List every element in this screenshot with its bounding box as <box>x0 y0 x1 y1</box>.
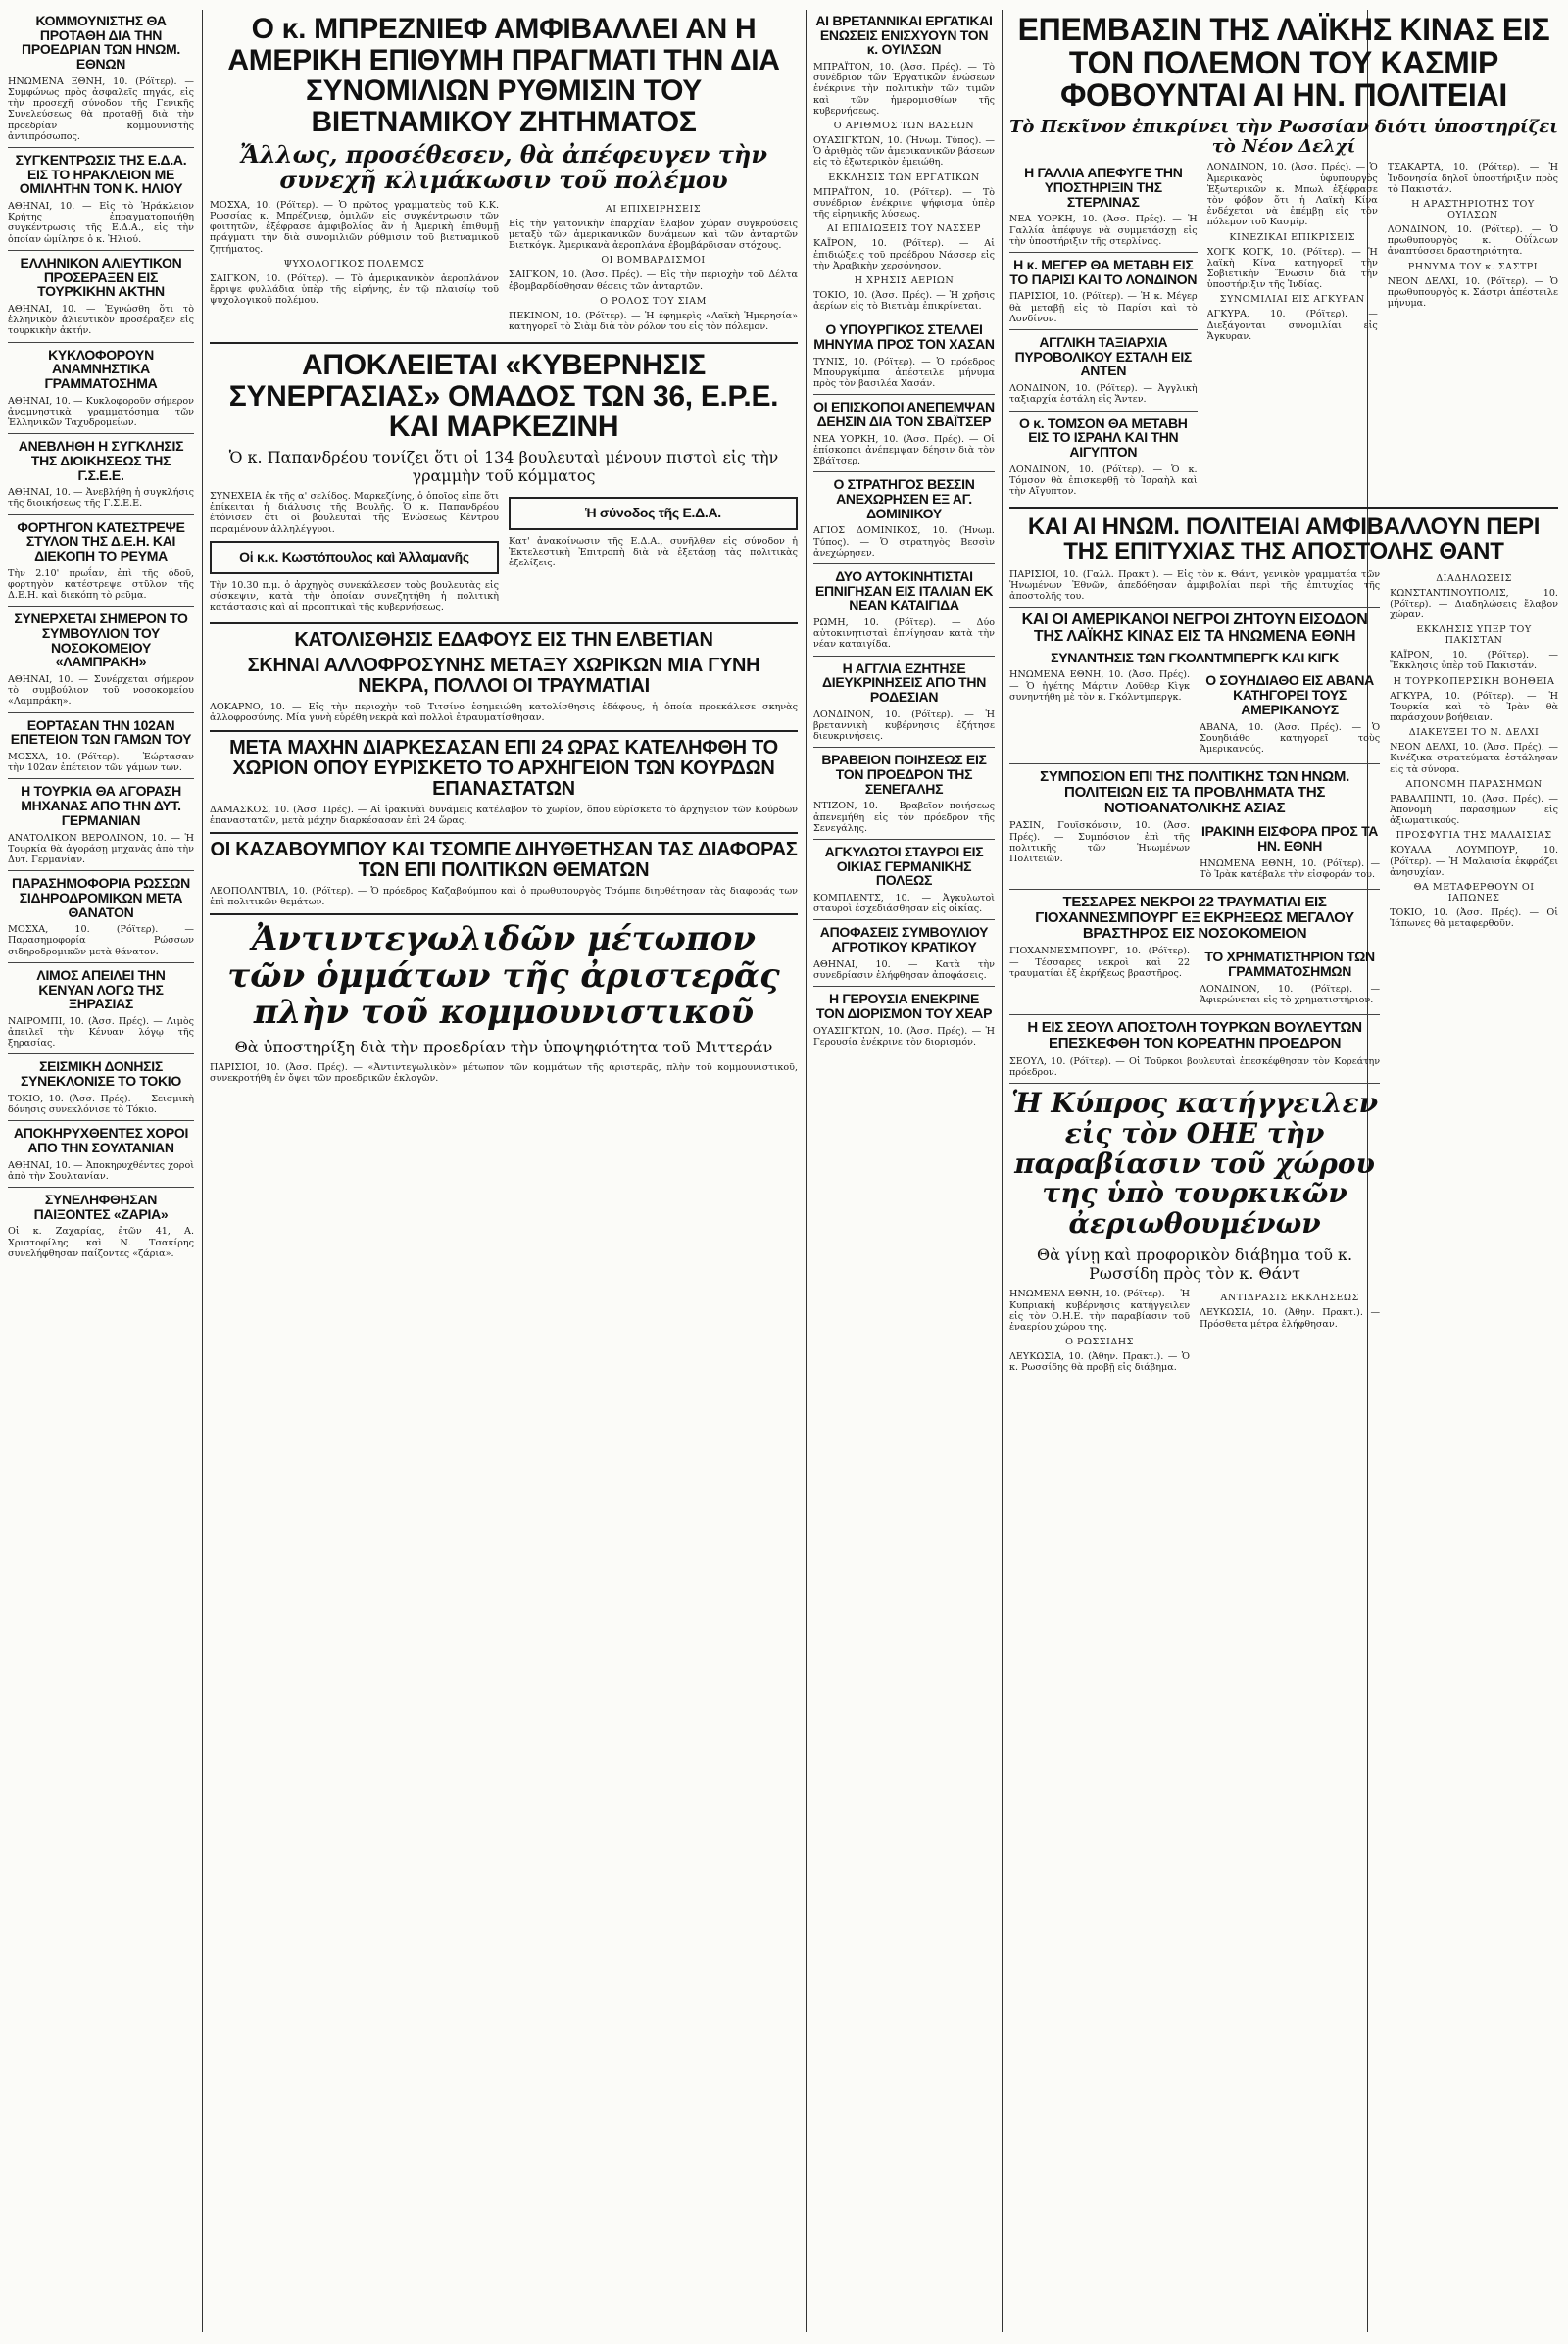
headline: Η ΓΑΛΛΙΑ ΑΠΕΦΥΓΕ ΤΗΝ ΥΠΟΣΤΗΡΙΞΙΝ ΤΗΣ ΣΤΕΡΛΙΝΑΣ <box>1024 165 1183 210</box>
mitterrand-headline: Ἀντιντεγωλιδῶν μέτωπον τῶν ὁμμάτων τῆς ἀριστερᾶς πλὴν τοῦ κομμουνιστικοῦ <box>227 919 780 1033</box>
section-heading: Ο ΑΡΙΘΜΟΣ ΤΩΝ ΒΑΣΕΩΝ <box>833 121 975 132</box>
column-rule <box>1002 10 1003 2332</box>
section-heading: Ο ΡΟΛΟΣ ΤΟΥ ΣΙΑΜ <box>600 295 707 307</box>
article-text: ΑΓΙΟΣ ΔΟΜΙΝΙΚΟΣ, 10. (Ἠνωμ. Τύπος). — Ὁ στρατηγὸς Βεσσὶν ἀνεχώρησεν. <box>813 525 995 559</box>
coalition-body <box>210 491 798 616</box>
article-text: ΗΝΩΜΕΝΑ ΕΘΝΗ, 10. (Ρόϊτερ). — Συμφώνως πρὸς ἀσφαλεῖς πηγάς, εἰς τὴν προσεχῆ σύνοδον τῆς Γενικῆς Συνελεύσεως θὰ προταθῇ διὰ τὴν προεδρίαν κομμουνιστὴς ἀντιπρόσωπος. <box>8 75 194 142</box>
article-text: ΑΒΑΝΑ, 10. (Ἀσσ. Πρές). — Ὁ Σουηδιάθο κατηγορεῖ τοὺς Ἀμερικανούς. <box>1200 721 1381 755</box>
article-text: ΣΑΙΓΚΟΝ, 10. (Ἀσσ. Πρές). — Εἰς τὴν περιοχὴν τοῦ Δέλτα ἐβομβαρδίσθησαν θέσεις τῶν ἀνταρτῶν. <box>509 269 798 292</box>
headline: Η ΓΕΡΟΥΣΙΑ ΕΝΕΚΡΙΝΕ ΤΟΝ ΔΙΟΡΙΣΜΟΝ ΤΟΥ ΧΕΑΡ <box>815 991 993 1021</box>
headline: ΚΥΚΛΟΦΟΡΟΥΝ ΑΝΑΜΝΗΣΤΙΚΑ ΓΡΑΜΜΑΤΟΣΗΜΑ <box>44 346 158 391</box>
headline: ΕΟΡΤΑΣΑΝ ΤΗΝ 102ΑΝ ΕΠΕΤΕΙΟΝ ΤΩΝ ΓΑΜΩΝ ΤΟΥ <box>10 716 192 748</box>
headline: Η ΑΓΓΛΙΑ ΕΖΗΤΗΣΕ ΔΙΕΥΚΡΙΝΗΣΕΙΣ ΑΠΟ ΤΗΝ ΡΟΔΕΣΙΑΝ <box>821 659 987 705</box>
section-heading: ΑΙ ΕΠΙΧΕΙΡΗΣΕΙΣ <box>605 203 702 215</box>
headline: ΕΛΛΗΝΙΚΟΝ ΑΛΙΕΥΤΙΚΟΝ ΠΡΟΣΕΡΑΞΕΝ ΕΙΣ ΤΟΥΡΚΙΚΗΝ ΑΚΤΗΝ <box>20 254 182 300</box>
section-heading: ΔΙΑΔΗΛΩΣΕΙΣ <box>1436 572 1512 584</box>
article-text: ΣΥΝΕΧΕΙΑ ἐκ τῆς α' σελίδος. Μαρκεζίνης, ὁ ὁποῖος εἶπε ὅτι ἐπίκειται ἡ διάλυσις τῆς Βουλῆς. Ὁ κ. Παπανδρέου ἐτόνισεν ὅτι οἱ βουλευταὶ τῆς Ἑνώσεως Κέντρου παραμένουν ἀλληλέγγυοι. <box>210 491 499 535</box>
section-heading: Η ΧΡΗΣΙΣ ΑΕΡΙΩΝ <box>854 274 955 286</box>
article-text: ΛΕΥΚΩΣΙΑ, 10. (Ἀθην. Πρακτ.). — Πρόσθετα μέτρα ἐλήφθησαν. <box>1200 1307 1381 1330</box>
article-text: ΝΕΑ ΥΟΡΚΗ, 10. (Ἀσσ. Πρές). — Οἱ ἐπίσκοποι ἀνέπεμψαν δέησιν διὰ τὸν Σβάϊτσερ. <box>813 433 995 467</box>
section-heading: ΑΠΟΝΟΜΗ ΠΑΡΑΣΗΜΩΝ <box>1405 778 1543 790</box>
coalition-lede: Ὁ κ. Παπανδρέου τονίζει ὅτι οἱ 134 βουλευταὶ μένουν πιστοὶ εἰς τὴν γραμμὴν τοῦ κόμματος <box>228 447 779 485</box>
article-text: ΛΟΚΑΡΝΟ, 10. — Εἰς τὴν περιοχὴν τοῦ Τιτσίνο ἐσημειώθη κατολίσθησις ἐδάφους, ἡ ὁποία προεκάλεσε σκηνὰς ἀλλοφροσύνης. Μία γυνὴ εὑρέθη νεκρὰ καὶ πολλοὶ ἐτραυματίσθησαν. <box>210 702 798 724</box>
article-text: ΑΘΗΝΑΙ, 10. — Ἀνεβλήθη ἡ συγκλήσις τῆς διοικήσεως τῆς Γ.Σ.Ε.Ε. <box>8 487 194 510</box>
article-text: ΛΟΝΔΙΝΟΝ, 10. (Ρόϊτερ). — Ἡ βρεταννικὴ κυβέρνησις ἐζήτησε διευκρινήσεις. <box>813 708 995 743</box>
article-text: ΛΕΥΚΩΣΙΑ, 10. (Ἀθην. Πρακτ.). — Ὁ κ. Ρωσσίδης θὰ προβῇ εἰς διάβημα. <box>1009 1351 1191 1374</box>
article-text: ΠΑΡΙΣΙΟΙ, 10. (Ρόϊτερ). — Ἡ κ. Μέγερ θὰ μεταβῇ εἰς τὸ Παρίσι καὶ τὸ Λονδίνον. <box>1009 291 1198 324</box>
article-text: ΜΟΣΧΑ, 10. (Ρόϊτερ). — Παρασημοφορία Ρώσσων σιδηροδρομικῶν μετὰ θάνατον. <box>8 924 194 957</box>
article-text: ΑΘΗΝΑΙ, 10. — Ἀποκηρυχθέντες χοροὶ ἀπὸ τὴν Σουλτανίαν. <box>8 1159 194 1182</box>
headline: ΣΚΗΝΑΙ ΑΛΛΟΦΡΟΣΥΝΗΣ ΜΕΤΑΞΥ ΧΩΡΙΚΩΝ ΜΙΑ ΓΥΝΗ ΝΕΚΡΑ, ΠΟΛΛΟΙ ΟΙ ΤΡΑΥΜΑΤΙΑΙ <box>247 655 760 698</box>
china-headline: ΕΠΕΜΒΑΣΙΝ ΤΗΣ ΛΑΪΚΗΣ ΚΙΝΑΣ ΕΙΣ ΤΟΝ ΠΟΛΕΜΟΝ ΤΟΥ ΚΑΣΜΙΡ ΦΟΒΟΥΝΤΑΙ ΑΙ ΗΝ. ΠΟΛΙΤΕΙΑΙ <box>1017 12 1550 114</box>
headline: ΙΡΑΚΙΝΗ ΕΙΣΦΟΡΑ ΠΡΟΣ ΤΑ ΗΝ. ΕΘΝΗ <box>1201 823 1379 855</box>
headline: ΑΓΓΛΙΚΗ ΤΑΞΙΑΡΧΙΑ ΠΥΡΟΒΟΛΙΚΟΥ ΕΣΤΑΛΗ ΕΙΣ ΑΝΤΕΝ <box>1014 334 1193 379</box>
inset-title: Ἡ σύνοδος τῆς Ε.Δ.Α. <box>585 505 721 521</box>
cyprus-headline: Ἡ Κύπρος κατήγγειλεν εἰς τὸν ΟΗΕ τὴν παραβίασιν τοῦ χώρου της ὑπὸ τουρκικῶν ἀεριωθουμένων <box>1011 1087 1379 1241</box>
headline: ΒΡΑΒΕΙΟΝ ΠΟΙΗΣΕΩΣ ΕΙΣ ΤΟΝ ΠΡΟΕΔΡΟΝ ΤΗΣ ΣΕΝΕΓΑΛΗΣ <box>821 752 987 797</box>
section-heading: ΚΙΝΕΖΙΚΑΙ ΕΠΙΚΡΙΣΕΙΣ <box>1229 231 1356 243</box>
headline: Η κ. ΜΕΓΕΡ ΘΑ ΜΕΤΑΒΗ ΕΙΣ ΤΟ ΠΑΡΙΣΙ ΚΑΙ ΤΟ ΛΟΝΔΙΝΟΝ <box>1009 257 1198 287</box>
section-heading: ΣΥΝΟΜΙΛΙΑΙ ΕΙΣ ΑΓΚΥΡΑΝ <box>1219 294 1365 306</box>
article-text: ΛΟΝΔΙΝΟΝ, 10. (Ρόϊτερ). — Ὁ πρωθυπουργὸς κ. Οὐΐλσων ἀναπτύσσει δραστηριότητα. <box>1387 223 1558 258</box>
column-rule <box>202 10 203 2332</box>
article-text: ΑΘΗΝΑΙ, 10. — Εἰς τὸ Ἡράκλειον Κρήτης ἐπραγματοποιήθη συγκέντρωσις τῆς Ε.Δ.Α., εἰς τὴν ὁποίαν ὡμίλησε ὁ κ. Ἠλιού. <box>8 201 194 245</box>
lead-body <box>210 200 798 336</box>
article-text: ΛΟΝΔΙΝΟΝ, 10. (Ρόϊτερ). — Ἀγγλικὴ ταξιαρχία ἐστάλη εἰς Ἄντεν. <box>1009 383 1198 406</box>
article-text: ΤΟΚΙΟ, 10. (Ἀσσ. Πρές). — Ἡ χρῆσις ἀερίων εἰς τὸ Βιετνὰμ ἐπικρίνεται. <box>813 289 995 313</box>
article-text: ΝΕΟΝ ΔΕΛΧΙ, 10. (Ρόϊτερ). — Ὁ πρωθυπουργὸς κ. Σάστρι ἀπέστειλε μήνυμα. <box>1387 275 1558 309</box>
section-heading: ΡΗΝΥΜΑ ΤΟΥ κ. ΣΑΣΤΡΙ <box>1407 261 1538 272</box>
column-center-left <box>210 10 798 2332</box>
article-text: ΠΑΡΙΣΙΟΙ, 10. (Γαλλ. Πρακτ.). — Εἰς τὸν κ. Θάντ, γενικὸν γραμματέα τῶν Ἡνωμένων Ἐθνῶν, ἀπεδόθησαν ἀμφιβολίαι περὶ τῆς ἐπιτυχίας τῆς ἀποστολῆς του. <box>1009 568 1381 602</box>
section-heading: Ο ΡΩΣΣΙΔΗΣ <box>1065 1337 1134 1348</box>
headline: ΔΥΟ ΑΥΤΟΚΙΝΗΤΙΣΤΑΙ ΕΠΝΙΓΗΣΑΝ ΕΙΣ ΙΤΑΛΙΑΝ ΕΚ ΝΕΑΝ ΚΑΤΑΙΓΙΔΑ <box>814 567 994 613</box>
headline: ΣΥΜΠΟΣΙΟΝ ΕΠΙ ΤΗΣ ΠΟΛΙΤΙΚΗΣ ΤΩΝ ΗΝΩΜ. ΠΟΛΙΤΕΙΩΝ ΕΙΣ ΤΑ ΠΡΟΒΛΗΜΑΤΑ ΤΗΣ ΝΟΤΙΟΑΝΑΤΟΛΙΚΗΣ ΑΣΙΑΣ <box>1040 768 1349 816</box>
article-text: ΟΥΑΣΙΓΚΤΩΝ, 10. (Ἀσσ. Πρές). — Ἡ Γερουσία ἐνέκρινε τὸν διορισμόν. <box>813 1025 995 1048</box>
article-text: ΝΕΟΝ ΔΕΛΧΙ, 10. (Ἀσσ. Πρές). — Κινέζικα στρατεύματα ἐστάλησαν εἰς τὰ σύνορα. <box>1390 742 1558 775</box>
headline: ΚΑΤΟΛΙΣΘΗΣΙΣ ΕΔΑΦΟΥΣ ΕΙΣ ΤΗΝ ΕΛΒΕΤΙΑΝ <box>294 629 713 652</box>
headline: ΣΥΝΑΝΤΗΣΙΣ ΤΩΝ ΓΚΟΛΝΤΜΠΕΡΓΚ ΚΑΙ ΚΙΓΚ <box>1051 649 1339 665</box>
section-heading: ΨΥΧΟΛΟΓΙΚΟΣ ΠΟΛΕΜΟΣ <box>283 258 425 269</box>
china-body <box>1009 162 1558 501</box>
inset-box <box>509 497 798 530</box>
headline: Ο ΥΠΟΥΡΓΙΚΟΣ ΣΤΕΛΛΕΙ ΜΗΝΥΜΑ ΠΡΟΣ ΤΟΝ ΧΑΣΑΝ <box>813 321 995 352</box>
article-text: ΜΟΣΧΑ, 10. (Ρόϊτερ). — Ὁ πρῶτος γραμματεὺς τοῦ Κ.Κ. Ρωσσίας κ. Μπρέζνιεφ, ὁμιλῶν εἰς συγκέντρωσιν τῶν φοιτητῶν, ἐξέφρασε ἀμφιβολίας ἂν ἡ Ἀμερικὴ ἐπιθυμῇ πράγματι τὴν διὰ συνομιλιῶν ρύθμισιν τοῦ βιετναμικοῦ ζητήματος. <box>210 199 499 255</box>
article-text: ΤΣΑΚΑΡΤΑ, 10. (Ρόϊτερ). — Ἡ Ἰνδονησία δηλοῖ ὑποστήριξιν πρὸς τὸ Πακιστάν. <box>1387 162 1558 195</box>
article-text: ΑΓΚΥΡΑ, 10. (Ρόϊτερ). — Ἡ Τουρκία καὶ τὸ Ἰρὰν θὰ παράσχουν βοήθειαν. <box>1390 690 1558 723</box>
lead-subheadline: Ἄλλως, προσέθεσεν, θὰ ἀπέφευγεν τὴν συνεχῆ κλιμάκωσιν τοῦ πολέμου <box>240 140 767 195</box>
headline: ΣΥΓΚΕΝΤΡΩΣΙΣ ΤΗΣ Ε.Δ.Α. ΕΙΣ ΤΟ ΗΡΑΚΛΕΙΟΝ ΜΕ ΟΜΙΛΗΤΗΝ ΤΟΝ Κ. ΗΛΙΟΥ <box>15 151 187 197</box>
article-text: ΚΟΜΠΛΕΝΤΣ, 10. — Ἀγκυλωτοὶ σταυροὶ ἐσχεδιάσθησαν εἰς οἰκίας. <box>813 893 995 915</box>
article-text: ΚΑΪΡΟΝ, 10. (Ρόϊτερ). — Αἱ ἐπιδιώξεις τοῦ προέδρου Νάσσερ εἰς τὴν Ἀραβικὴν χερσόνησον. <box>813 238 995 271</box>
article-text: ΜΠΡΑΪΤΟΝ, 10. (Ἀσσ. Πρές). — Τὸ συνέδριον τῶν Ἐργατικῶν ἑνώσεων ἐνέκρινε τὴν πολιτικὴν τῶν τιμῶν καὶ τῶν ἡμερομισθίων τῆς κυβερνήσεως. <box>813 62 995 117</box>
headline: ΑΓΚΥΛΩΤΟΙ ΣΤΑΥΡΟΙ ΕΙΣ ΟΙΚΙΑΣ ΓΕΡΜΑΝΙΚΗΣ ΠΟΛΕΩΣ <box>824 843 984 889</box>
section-heading: ΘΑ ΜΕΤΑΦΕΡΘΟΥΝ ΟΙ ΙΑΠΩΝΕΣ <box>1413 882 1535 903</box>
article-text: ΚΑΪΡΟΝ, 10. (Ρόϊτερ). — Ἔκκλησις ὑπὲρ τοῦ Πακιστάν. <box>1390 650 1558 672</box>
column-right <box>1009 10 1558 2332</box>
article-text: ΛΟΝΔΙΝΟΝ, 10. (Ρόϊτερ). — Ἀφιερώνεται εἰς τὸ χρηματιστήριον. <box>1200 983 1381 1005</box>
column-rule <box>806 10 807 2332</box>
cyprus-lede: Θὰ γίνῃ καὶ προφορικὸν διάβημα τοῦ κ. Ρωσσίδη πρὸς τὸν κ. Θάντ <box>1036 1245 1353 1284</box>
article-text: Κατ' ἀνακοίνωσιν τῆς Ε.Δ.Α., συνῆλθεν εἰς σύνοδον ἡ Ἐκτελεστικὴ Ἐπιτροπὴ διὰ νὰ ἐξετάσῃ τὰς πολιτικὰς ἐξελίξεις. <box>509 535 798 569</box>
section-heading: ΟΙ ΒΟΜΒΑΡΔΙΣΜΟΙ <box>601 255 706 267</box>
headline: Ο ΣΤΡΑΤΗΓΟΣ ΒΕΣΣΙΝ ΑΝΕΧΩΡΗΣΕΝ ΕΞ ΑΓ. ΔΟΜΙΝΙΚΟΥ <box>833 476 975 521</box>
article-text: ΡΑΣΙΝ, Γουϊσκόνσιν, 10. (Ἀσσ. Πρές). — Συμπόσιον ἐπὶ τῆς πολιτικῆς τῶν Ἡνωμένων Πολιτειῶν. <box>1009 820 1191 864</box>
headline: ΑΠΟΚΗΡΥΧΘΕΝΤΕΣ ΧΟΡΟΙ ΑΠΟ ΤΗΝ ΣΟΥΛΤΑΝΙΑΝ <box>13 1125 189 1155</box>
article-text: Οἱ κ. Ζαχαρίας, ἐτῶν 41, Α. Χριστοφίλης καὶ Ν. Τσακίρης συνελήφθησαν παίζοντες «ζάρια». <box>8 1226 194 1259</box>
article-text: ΗΝΩΜΕΝΑ ΕΘΝΗ, 10. (Ρόϊτερ). — Τὸ Ἰρὰκ κατέβαλε τὴν εἰσφοράν του. <box>1200 857 1381 880</box>
headline: ΑΙ ΒΡΕΤΑΝΝΙΚΑΙ ΕΡΓΑΤΙΚΑΙ ΕΝΩΣΕΙΣ ΕΝΙΣΧΥΟΥΝ ΤΟΝ κ. ΟΥΙΛΣΩΝ <box>815 13 993 58</box>
headline: ΛΙΜΟΣ ΑΠΕΙΛΕΙ ΤΗΝ ΚΕΝΥΑΝ ΛΟΓΩ ΤΗΣ ΞΗΡΑΣΙΑΣ <box>36 966 166 1012</box>
section-heading: ΑΙ ΕΠΙΔΙΩΞΕΙΣ ΤΟΥ ΝΑΣΣΕΡ <box>827 223 981 235</box>
article-text: ΣΕΟΥΛ, 10. (Ρόϊτερ). — Οἱ Τοῦρκοι βουλευταὶ ἐπεσκέφθησαν τὸν Κορεάτην πρόεδρον. <box>1009 1055 1381 1078</box>
headline: Η ΤΟΥΡΚΙΑ ΘΑ ΑΓΟΡΑΣΗ ΜΗΧΑΝΑΣ ΑΠΟ ΤΗΝ ΔΥΤ. ΓΕΡΜΑΝΙΑΝ <box>21 783 181 828</box>
article-text: ΝΑΙΡΟΜΠΙ, 10. (Ἀσσ. Πρές). — Λιμὸς ἀπειλεῖ τὴν Κένυαν λόγῳ τῆς ξηρασίας. <box>8 1015 194 1050</box>
article-text: ΝΕΑ ΥΟΡΚΗ, 10. (Ἀσσ. Πρές). — Ἡ Γαλλία ἀπέφυγε νὰ συμμετάσχῃ εἰς τὴν ὑποστήριξιν τῆς στερλίνας. <box>1009 214 1198 247</box>
article-text: ΗΝΩΜΕΝΑ ΕΘΝΗ, 10. (Ἀσσ. Πρές). — Ὁ ἡγέτης Μάρτιν Λοῦθερ Κὶγκ συνηντήθη μὲ τὸν κ. Γκόλντμπεργκ. <box>1009 669 1191 703</box>
headline: ΚΟΜΜΟΥΝΙΣΤΗΣ ΘΑ ΠΡΟΤΑΘΗ ΔΙΑ ΤΗΝ ΠΡΟΕΔΡΙΑΝ ΤΩΝ ΗΝΩΜ. ΕΘΝΩΝ <box>22 13 180 73</box>
headline: ΑΝΕΒΛΗΘΗ Η ΣΥΓΚΛΗΣΙΣ ΤΗΣ ΔΙΟΙΚΗΣΕΩΣ ΤΗΣ Γ.Σ.Ε.Ε. <box>18 438 184 483</box>
section-heading: Η ΤΟΥΡΚΟΠΕΡΣΙΚΗ ΒΟΗΘΕΙΑ <box>1393 675 1555 687</box>
article-text: ΡΑΒΑΛΠΙΝΤΙ, 10. (Ἀσσ. Πρές). — Ἀπονομὴ παρασήμων εἰς ἀξιωματικούς. <box>1390 793 1558 827</box>
section-heading: Η ΑΡΑΣΤΗΡΙΟΤΗΣ ΤΟΥ ΟΥΙΛΣΩΝ <box>1411 198 1535 220</box>
article-text: ΝΤΙΖΟΝ, 10. — Βραβεῖον ποιήσεως ἀπενεμήθη εἰς τὸν πρόεδρον τῆς Σενεγάλης. <box>813 801 995 834</box>
inset-title: Οἱ κ.κ. Κωστόπουλος καὶ Ἀλλαμανῆς <box>239 548 469 564</box>
section-heading: ΔΙΑΚΕΥΞΕΙ ΤΟ Ν. ΔΕΛΧΙ <box>1408 727 1540 739</box>
lead-headline: Ο κ. ΜΠΡΕΖΝΙΕΦ ΑΜΦΙΒΑΛΛΕΙ ΑΝ Η ΑΜΕΡΙΚΗ ΕΠΙΘΥΜΗ ΠΡΑΓΜΑΤΙ ΤΗΝ ΔΙΑ ΣΥΝΟΜΙΛΙΩΝ ΡΥΘΜΙΣΙΝ ΤΟΥ ΒΙΕΤΝΑΜΙΚΟΥ ΖΗΤΗΜΑΤΟΣ <box>227 13 780 138</box>
headline: Ο ΣΟΥΗΔΙΑΘΟ ΕΙΣ ΑΒΑΝΑ ΚΑΤΗΓΟΡΕΙ ΤΟΥΣ ΑΜΕΡΙΚΑΝΟΥΣ <box>1205 672 1374 717</box>
column-briefs-left <box>8 10 194 2332</box>
article-text: ΟΥΑΣΙΓΚΤΩΝ, 10. (Ἠνωμ. Τύπος). — Ὁ ἀριθμὸς τῶν ἀμερικανικῶν βάσεων εἰς τὸ ἐξωτερικὸν ἐμειώθη. <box>813 135 995 169</box>
article-text: ΑΘΗΝΑΙ, 10. — Ἐγνώσθη ὅτι τὸ ἑλληνικὸν ἁλιευτικὸν προσέραξεν εἰς τουρκικὴν ἀκτήν. <box>8 303 194 337</box>
mitterrand-lede: Θὰ ὑποστηρίξη διὰ τὴν προεδρίαν τὴν ὑποψηφιότητα τοῦ Μιττεράν <box>234 1037 773 1056</box>
article-text: ΜΟΣΧΑ, 10. (Ρόϊτερ). — Ἑώρτασαν τὴν 102αν ἐπέτειον τῶν γάμων των. <box>8 752 194 774</box>
article-text: ΔΑΜΑΣΚΟΣ, 10. (Ἀσσ. Πρές). — Αἱ ἰρακινὰὶ δυνάμεις κατέλαβον τὸ χωρίον, ὅπου εὑρίσκετο τὸ ἀρχηγεῖον τῶν Κούρδων ἐπαναστατῶν, μετὰ μάχην διαρκέσασαν ἐπὶ 24 ὥρας. <box>210 804 798 826</box>
article-text: ΚΩΝΣΤΑΝΤΙΝΟΥΠΟΛΙΣ, 10. (Ρόϊτερ). — Διαδηλώσεις ἔλαβον χώραν. <box>1390 587 1558 620</box>
article-text: ΑΓΚΥΡΑ, 10. (Ρόϊτερ). — Διεξάγονται συνομιλίαι εἰς Ἄγκυραν. <box>1206 309 1378 342</box>
headline: ΠΑΡΑΣΗΜΟΦΟΡΙΑ ΡΩΣΣΩΝ ΣΙΔΗΡΟΔΡΟΜΙΚΩΝ ΜΕΤΑ ΘΑΝΑΤΟΝ <box>11 875 190 920</box>
article-text: Εἰς τὴν γειτονικὴν ἐπαρχίαν ἔλαβον χώραν συγκρούσεις μεταξὺ τῶν ἀμερικανικῶν δυνάμεων καὶ τῶν ἀνταρτῶν Βιετκόγκ. Ἀμερικανὰ ἀεροπλάνα ἐβομβάρδισαν στόχους. <box>509 218 798 252</box>
article-text: ΗΝΩΜΕΝΑ ΕΘΝΗ, 10. (Ρόϊτερ). — Ἡ Κυπριακὴ κυβέρνησις κατήγγειλεν εἰς τὸν Ο.Η.Ε. τὴν παραβίασιν τοῦ ἐναερίου χώρου της. <box>1009 1289 1191 1334</box>
article-text: ΣΑΙΓΚΟΝ, 10. (Ρόϊτερ). — Τὸ ἀμερικανικὸν ἀεροπλάνον ἔρριψε φυλλάδια ὑπὲρ τῆς εἰρήνης, ἐν τῷ πλαισίῳ τοῦ ψυχολογικοῦ πολέμου. <box>210 272 499 307</box>
headline: ΦΟΡΤΗΓΟΝ ΚΑΤΕΣΤΡΕΨΕ ΣΤΥΛΟΝ ΤΗΣ Δ.Ε.Η. ΚΑΙ ΔΙΕΚΟΠΗ ΤΟ ΡΕΥΜΑ <box>17 518 185 564</box>
article-text: ΜΠΡΑΪΤΟΝ, 10. (Ρόϊτερ). — Τὸ συνέδριον ἐνέκρινε ψήφισμα ὑπὲρ τῆς εἰρηνικῆς λύσεως. <box>813 186 995 220</box>
section-heading: ΕΚΚΛΗΣΙΣ ΥΠΕΡ ΤΟΥ ΠΑΚΙΣΤΑΝ <box>1416 624 1532 647</box>
article-text: Τὴν 2.10' πρωΐαν, ἐπὶ τῆς ὁδοῦ, φορτηγὸν κατέστρεψε στῦλον τῆς Δ.Ε.Η. καὶ διεκόπη τὸ ρεῦμα. <box>8 567 194 602</box>
article-text: ΡΩΜΗ, 10. (Ρόϊτερ). — Δύο αὐτοκινητισταὶ ἐπνίγησαν κατὰ τὴν νέαν καταιγίδα. <box>813 617 995 651</box>
headline: ΚΑΙ ΟΙ ΑΜΕΡΙΚΑΝΟΙ ΝΕΓΡΟΙ ΖΗΤΟΥΝ ΕΙΣΟΔΟΝ ΤΗΣ ΛΑΪΚΗΣ ΚΙΝΑΣ ΕΙΣ ΤΑ ΗΝΩΜΕΝΑ ΕΘΝΗ <box>1021 611 1368 645</box>
article-text: ΛΟΝΔΙΝΟΝ, 10. (Ἀσσ. Πρές). — Ὁ Ἀμερικανὸς ὑφυπουργὸς Ἐξωτερικῶν κ. Μπωλ ἐξέφρασε τὸν φόβον ὅτι ἡ Λαϊκὴ Κίνα ἐνδέχεται νὰ ἐπέμβῃ εἰς τὸν πόλεμον τοῦ Κασμίρ. <box>1206 162 1378 228</box>
article-text: ΑΘΗΝΑΙ, 10. — Κατὰ τὴν συνεδρίασιν ἐλήφθησαν ἀποφάσεις. <box>813 958 995 982</box>
headline: ΤΟ ΧΡΗΜΑΤΙΣΤΗΡΙΟΝ ΤΩΝ ΓΡΑΜΜΑΤΟΣΗΜΩΝ <box>1204 949 1375 980</box>
article-text: ΚΟΥΑΛΑ ΛΟΥΜΠΟΥΡ, 10. (Ρόϊτερ). — Ἡ Μαλαισία ἐκφράζει ἀνησυχίαν. <box>1390 845 1558 878</box>
article-text: ΤΟΚΙΟ, 10. (Ἀσσ. Πρές). — Οἱ Ἰάπωνες θὰ μεταφερθοῦν. <box>1390 907 1558 930</box>
article-text: ΑΝΑΤΟΛΙΚΟΝ ΒΕΡΟΛΙΝΟΝ, 10. — Ἡ Τουρκία θὰ ἀγοράσῃ μηχανὰς ἀπὸ τὴν Δυτ. Γερμανίαν. <box>8 832 194 865</box>
headline: ΣΕΙΣΜΙΚΗ ΔΟΝΗΣΙΣ ΣΥΝΕΚΛΟΝΙΣΕ ΤΟ ΤΟΚΙΟ <box>21 1058 181 1090</box>
thant-headline: ΚΑΙ ΑΙ ΗΝΩΜ. ΠΟΛΙΤΕΙΑΙ ΑΜΦΙΒΑΛΛΟΥΝ ΠΕΡΙ ΤΗΣ ΕΠΙΤΥΧΙΑΣ ΤΗΣ ΑΠΟΣΤΟΛΗΣ ΘΑΝΤ <box>1027 513 1541 565</box>
column-briefs-center <box>813 10 995 2332</box>
inset-box <box>210 541 499 574</box>
article-text: Τὴν 10.30 π.μ. ὁ ἀρχηγὸς συνεκάλεσεν τοὺς βουλευτὰς εἰς σύσκεψιν, κατὰ τὴν ὁποίαν συνεζητήθη ἡ πολιτικὴ κατάστασις καὶ αἱ προοπτικαὶ τῆς κυβερνήσεως. <box>210 579 499 612</box>
china-subheadline: Τὸ Πεκῖνον ἐπικρίνει τὴν Ρωσσίαν διότι ὑποστηρίζει τὸ Νέον Δελχί <box>1009 116 1558 157</box>
coalition-headline: ΑΠΟΚΛΕΙΕΤΑΙ «ΚΥΒΕΡΝΗΣΙΣ ΣΥΝΕΡΓΑΣΙΑΣ» ΟΜΑΔΟΣ ΤΩΝ 36, Ε.Ρ.Ε. ΚΑΙ ΜΑΡΚΕΖΙΝΗ <box>228 349 779 444</box>
article-text: ΠΕΚΙΝΟΝ, 10. (Ρόϊτερ). — Ἡ ἐφημερὶς «Λαϊκὴ Ἡμερησία» κατηγορεῖ τὸ Σιὰμ διὰ τὸν ρόλον του εἰς τὸν πόλεμον. <box>509 310 798 332</box>
headline: Η ΕΙΣ ΣΕΟΥΛ ΑΠΟΣΤΟΛΗ ΤΟΥΡΚΩΝ ΒΟΥΛΕΥΤΩΝ ΕΠΕΣΚΕΦΘΗ ΤΟΝ ΚΟΡΕΑΤΗΝ ΠΡΟΕΔΡΟΝ <box>1027 1019 1362 1051</box>
headline: ΟΙ ΚΑΖΑΒΟΥΜΠΟΥ ΚΑΙ ΤΣΟΜΠΕ ΔΙΗΥΘΕΤΗΣΑΝ ΤΑΣ ΔΙΑΦΟΡΑΣ ΤΩΝ ΕΠΙ ΠΟΛΙΤΙΚΩΝ ΘΕΜΑΤΩΝ <box>210 839 798 881</box>
headline: Ο κ. ΤΟΜΣΟΝ ΘΑ ΜΕΤΑΒΗ ΕΙΣ ΤΟ ΙΣΡΑΗΛ ΚΑΙ ΤΗΝ ΑΙΓΥΠΤΟΝ <box>1019 415 1188 460</box>
article-text: ΤΟΚΙΟ, 10. (Ἀσσ. Πρές). — Σεισμικὴ δόνησις συνεκλόνισε τὸ Τόκιο. <box>8 1093 194 1116</box>
headline: ΣΥΝΕΡΧΕΤΑΙ ΣΗΜΕΡΟΝ ΤΟ ΣΥΜΒΟΥΛΙΟΝ ΤΟΥ ΝΟΣΟΚΟΜΕΙΟΥ «ΛΑΜΠΡΑΚΗ» <box>14 610 188 670</box>
article-text: ΤΥΝΙΣ, 10. (Ρόϊτερ). — Ὁ πρόεδρος Μπουργκίμπα ἀπέστειλε μήνυμα πρὸς τὸν βασιλέα Χασάν. <box>813 356 995 390</box>
article-text: ΓΙΟΧΑΝΝΕΣΜΠΟΥΡΓ, 10. (Ρόϊτερ). — Τέσσαρες νεκροὶ καὶ 22 τραυματίαι ἐξ ἐκρήξεως βραστῆρος. <box>1009 946 1191 979</box>
article-text: ΛΕΟΠΟΛΝΤΒΙΛ, 10. (Ρόϊτερ). — Ὁ πρόεδρος Καζαβούμπου καὶ ὁ πρωθυπουργὸς Τσόμπε διηυθέτησαν τὰς διαφοράς των ἐπὶ πολιτικῶν θεμάτων. <box>210 886 798 908</box>
article-text: ΠΑΡΙΣΙΟΙ, 10. (Ἀσσ. Πρές). — «Ἀντιντεγωλικὸν» μέτωπον τῶν κομμάτων τῆς ἀριστερᾶς, πλὴν τοῦ κομμουνιστικοῦ, συνεκροτήθη ἐν ὄψει τῶν προεδρικῶν ἐκλογῶν. <box>210 1061 798 1084</box>
headline: ΣΥΝΕΛΗΦΘΗΣΑΝ ΠΑΙΞΟΝΤΕΣ «ΖΑΡΙΑ» <box>33 1192 169 1222</box>
article-text: ΑΘΗΝΑΙ, 10. — Συνέρχεται σήμερον τὸ συμβούλιον τοῦ νοσοκομείου «Λαμπράκη». <box>8 674 194 708</box>
section-heading: ΠΡΟΣΦΥΓΙΑ ΤΗΣ ΜΑΛΑΙΣΙΑΣ <box>1396 830 1552 842</box>
headline: ΑΠΟΦΑΣΕΙΣ ΣΥΜΒΟΥΛΙΟΥ ΑΓΡΟΤΙΚΟΥ ΚΡΑΤΙΚΟΥ <box>819 924 989 955</box>
headline: ΟΙ ΕΠΙΣΚΟΠΟΙ ΑΝΕΠΕΜΨΑΝ ΔΕΗΣΙΝ ΔΙΑ ΤΟΝ ΣΒΑΪΤΣΕΡ <box>813 399 995 429</box>
headline: ΜΕΤΑ ΜΑΧΗΝ ΔΙΑΡΚΕΣΑΣΑΝ ΕΠΙ 24 ΩΡΑΣ ΚΑΤΕΛΗΦΘΗ ΤΟ ΧΩΡΙΟΝ ΟΠΟΥ ΕΥΡΙΣΚΕΤΟ ΤΟ ΑΡΧΗΓΕΙΟΝ ΤΩΝ ΚΟΥΡΔΩΝ ΕΠΑΝΑΣΤΑΤΩΝ <box>229 736 778 800</box>
section-heading: ΕΚΚΛΗΣΙΣ ΤΩΝ ΕΡΓΑΤΙΚΩΝ <box>828 171 980 183</box>
article-text: ΛΟΝΔΙΝΟΝ, 10. (Ρόϊτερ). — Ὁ κ. Τόμσον θὰ ἐπισκεφθῇ τὸ Ἰσραὴλ καὶ τὴν Αἴγυπτον. <box>1009 464 1198 497</box>
headline: ΤΕΣΣΑΡΕΣ ΝΕΚΡΟΙ 22 ΤΡΑΥΜΑΤΙΑΙ ΕΙΣ ΓΙΟΧΑΝΝΕΣΜΠΟΥΡΓ ΕΞ ΕΚΡΗΞΕΩΣ ΜΕΓΑΛΟΥ ΒΡΑΣΤΗΡΟΣ ΕΙΣ ΝΟΣΟΚΟΜΕΙΟΝ <box>1035 894 1354 942</box>
section-heading: ΑΝΤΙΔΡΑΣΙΣ ΕΚΚΛΗΣΕΩΣ <box>1220 1293 1359 1304</box>
thant-body <box>1009 569 1558 1378</box>
article-text: ΑΘΗΝΑΙ, 10. — Κυκλοφοροῦν σήμερον ἀναμνηστικὰ γραμματόσημα τῶν Ἑλληνικῶν Ταχυδρομείων. <box>8 395 194 428</box>
article-text: ΧΟΓΚ ΚΟΓΚ, 10. (Ρόϊτερ). — Ἡ λαϊκὴ Κίνα κατηγορεῖ τὴν Σοβιετικὴν Ἕνωσιν διὰ τὴν ὑποστήριξιν τῆς Ἰνδίας. <box>1206 246 1378 291</box>
